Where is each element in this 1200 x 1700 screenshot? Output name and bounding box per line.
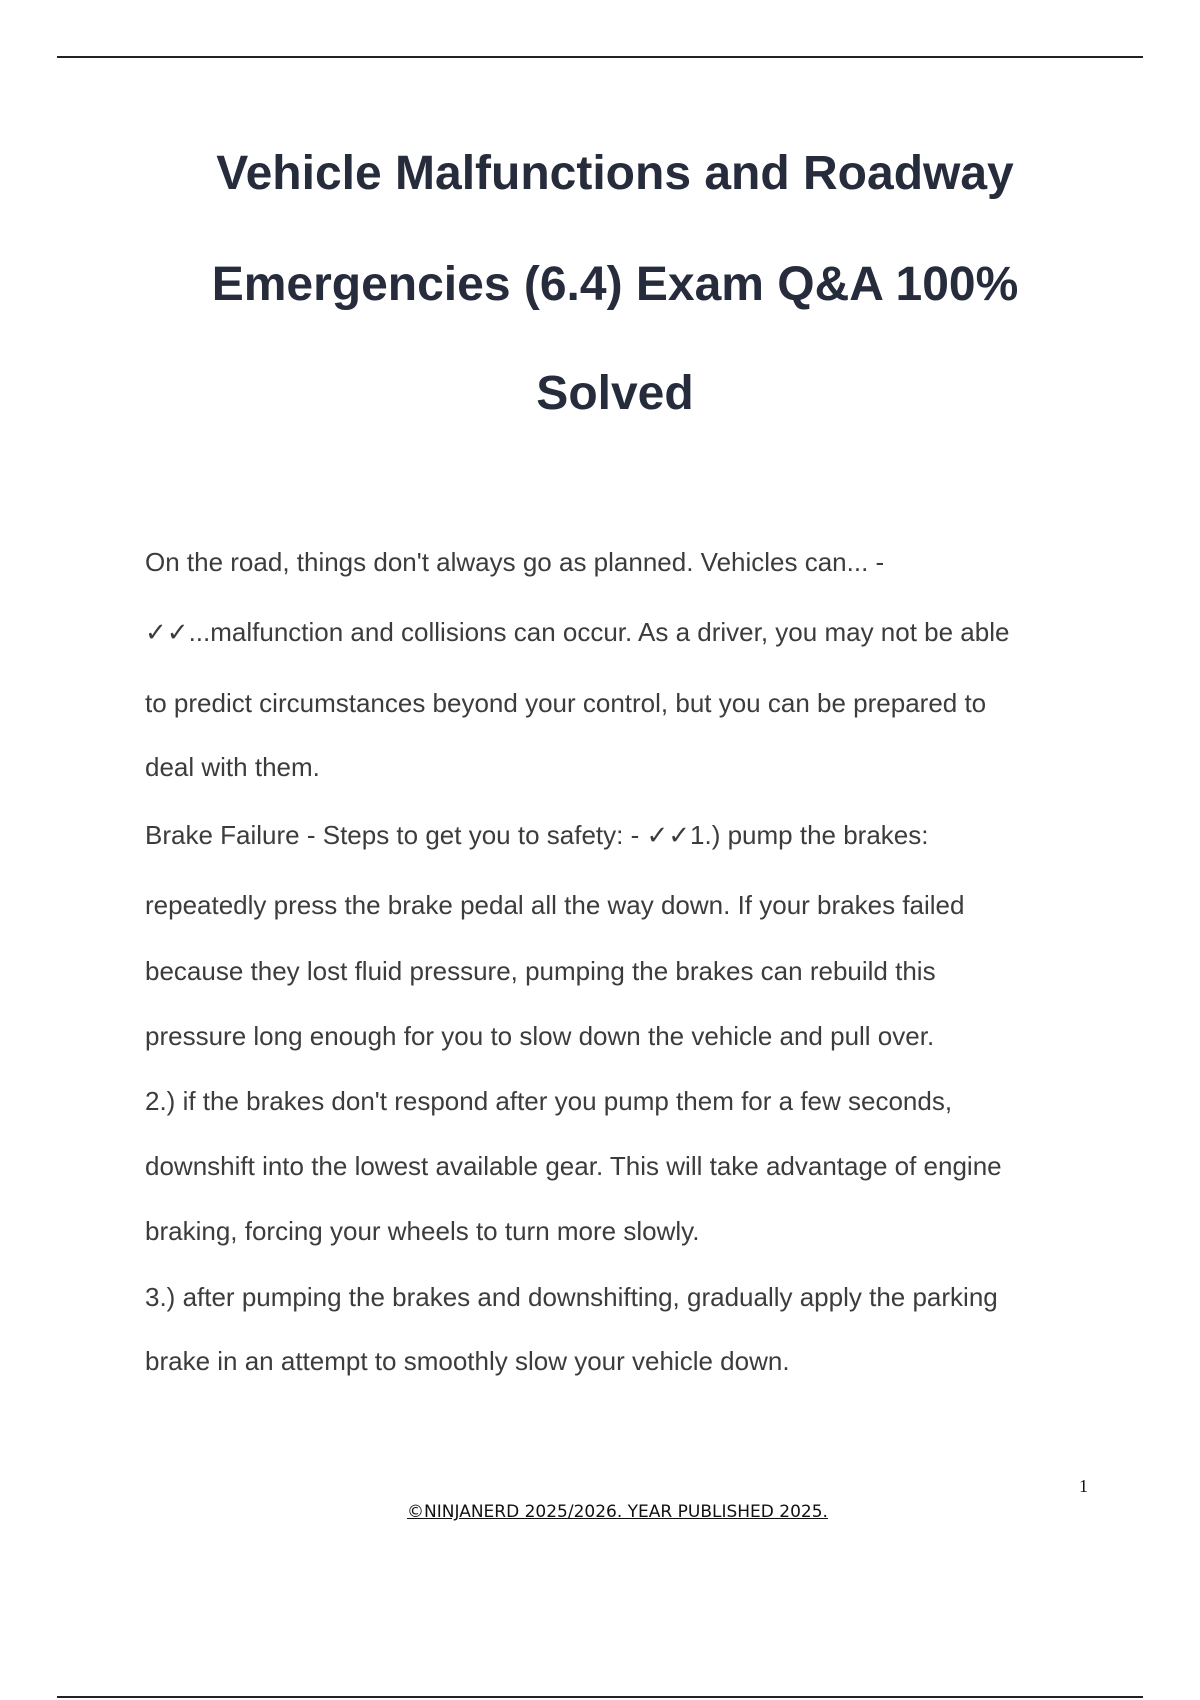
footer-copyright xyxy=(0,1502,1200,1522)
body-line: ✓✓...malfunction and collisions can occur. As a driver, you may not be able xyxy=(145,617,1010,647)
body-line: brake in an attempt to smoothly slow your vehicle down. xyxy=(145,1346,790,1376)
body-line: Brake Failure - Steps to get you to safety: - ✓✓1.) pump the brakes: xyxy=(145,820,929,850)
body-line: 2.) if the brakes don't respond after you pump them for a few seconds, xyxy=(145,1086,953,1116)
title-line-1: Vehicle Malfunctions and Roadway xyxy=(216,147,1014,200)
body-line: pressure long enough for you to slow down the vehicle and pull over. xyxy=(145,1021,935,1051)
body-line: to predict circumstances beyond your control, but you can be prepared to xyxy=(145,688,987,718)
body-line: braking, forcing your wheels to turn more slowly. xyxy=(145,1216,700,1246)
title-line-2: Emergencies (6.4) Exam Q&A 100% xyxy=(211,258,1019,311)
bottom-rule xyxy=(57,1696,1143,1698)
body-line: repeatedly press the brake pedal all the way down. If your brakes failed xyxy=(145,890,965,920)
top-rule xyxy=(57,56,1143,58)
body-line: deal with them. xyxy=(145,752,320,782)
title-line-3: Solved xyxy=(536,367,694,420)
footer-text: ©NINJANERD 2025/2026. YEAR PUBLISHED 2025. xyxy=(407,1502,828,1522)
page-number: 1 xyxy=(1079,1476,1088,1496)
body-line: because they lost fluid pressure, pumping the brakes can rebuild this xyxy=(145,956,936,986)
body-line: downshift into the lowest available gear. This will take advantage of engine xyxy=(145,1151,1002,1181)
body-line: 3.) after pumping the brakes and downshifting, gradually apply the parking xyxy=(145,1282,998,1312)
body-line: On the road, things don't always go as planned. Vehicles can... - xyxy=(145,547,885,577)
